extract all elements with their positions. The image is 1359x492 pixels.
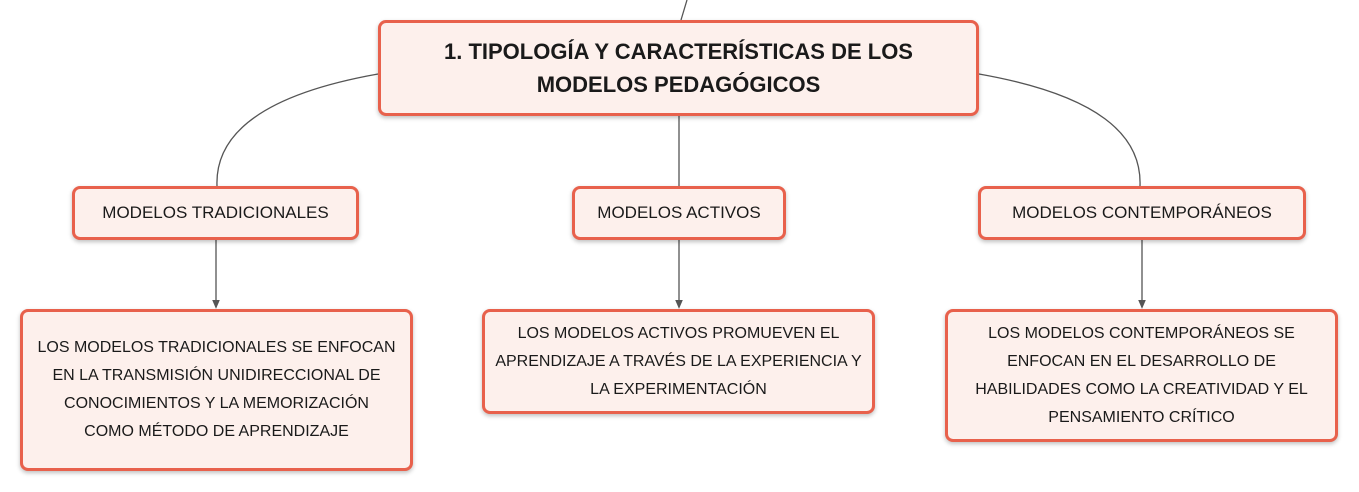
topic-modelos-activos[interactable] [572,186,786,240]
description-text [495,320,861,404]
subtopic-contemporaneos-description[interactable] [945,309,1338,442]
root-topic-node[interactable] [378,20,979,116]
description-line: PENSAMIENTO CRÍTICO [1048,408,1235,426]
description-line: HABILIDADES COMO LA CREATIVIDAD Y EL [975,380,1308,398]
description-line: LA EXPERIMENTACIÓN [590,380,767,398]
root-topic-title [444,35,913,101]
root-topic-line-2: MODELOS PEDAGÓGICOS [536,72,821,97]
description-line: LOS MODELOS CONTEMPORÁNEOS SE [988,324,1295,342]
description-line: COMO MÉTODO DE APRENDIZAJE [84,423,349,440]
connector-root-to-traditional [217,74,378,186]
topic-label: MODELOS CONTEMPORÁNEOS [1012,203,1272,222]
description-line: LOS MODELOS ACTIVOS PROMUEVEN EL [517,324,840,342]
subtopic-tradicionales-description[interactable] [20,309,413,471]
description-line: APRENDIZAJE A TRAVÉS DE LA EXPERIENCIA Y [495,352,862,370]
connector-from-parent [681,0,687,20]
description-line: ENFOCAN EN EL DESARROLLO DE [1007,352,1276,370]
topic-modelos-tradicionales[interactable] [72,186,359,240]
description-line: LOS MODELOS TRADICIONALES SE ENFOCAN [37,339,396,356]
description-text [975,320,1308,432]
description-line: CONOCIMIENTOS Y LA MEMORIZACIÓN [64,395,369,412]
topic-label: MODELOS TRADICIONALES [102,203,329,222]
description-line: EN LA TRANSMISIÓN UNIDIRECCIONAL DE [52,367,381,384]
subtopic-activos-description[interactable] [482,309,875,414]
topic-modelos-contemporaneos[interactable] [978,186,1306,240]
root-topic-line-1: 1. TIPOLOGÍA Y CARACTERÍSTICAS DE LOS [444,39,913,64]
topic-label: MODELOS ACTIVOS [597,203,761,222]
description-text [37,334,395,446]
connector-root-to-contemporary [979,74,1140,186]
